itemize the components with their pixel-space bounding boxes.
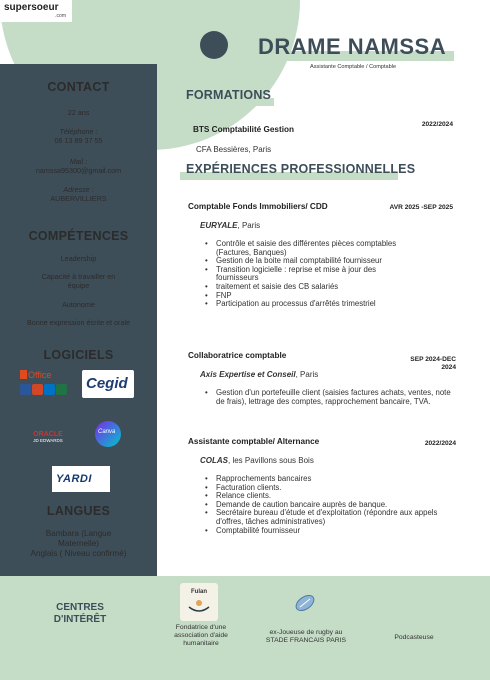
- word-icon: [20, 384, 31, 395]
- watermark-line2: .com: [55, 13, 66, 19]
- experiences-title: EXPÉRIENCES PROFESSIONNELLES: [186, 162, 416, 176]
- languages-title: LANGUES: [46, 504, 111, 518]
- decorative-dot: [200, 31, 228, 59]
- experience-date: AVR 2025 -SEP 2025: [389, 204, 453, 211]
- watermark-line1: supersoeur: [4, 2, 59, 13]
- list-item: • FNP: [202, 292, 402, 301]
- experience-title: Collaboratrice comptable: [188, 351, 287, 360]
- list-item: • Secrétaire bureau d'étude et d'exploitation (répondre aux appels d'offres, tâches administratives): [202, 509, 460, 526]
- fulan-association-logo: [180, 583, 218, 621]
- mail-label: Mail :: [69, 157, 88, 166]
- mail-value: namssa95300@gmail.com: [35, 166, 122, 175]
- job-title: Assistante Comptable / Comptable: [310, 64, 397, 70]
- interest-item: Podcasteuse: [394, 634, 434, 641]
- yardi-logo: [52, 466, 110, 492]
- cegid-logo: [82, 370, 134, 398]
- experience-company: [200, 456, 314, 465]
- list-item: • Gestion de la boite mail comptabilité fournisseur: [202, 257, 402, 266]
- company-location: , les Pavillons sous Bois: [228, 456, 314, 465]
- hands-icon: [180, 583, 218, 621]
- experience-title: Assistante comptable/ Alternance: [188, 437, 320, 446]
- list-item: • Participation au processus d'arrêtés trimestriel: [202, 300, 402, 309]
- experience-company: [200, 221, 260, 230]
- oracle-logo: [26, 431, 70, 449]
- skills-title: COMPÉTENCES: [28, 229, 129, 243]
- language-item: Anglais ( Niveau confirmé): [30, 549, 127, 558]
- experience-date: SEP 2024-DEC 2024: [410, 356, 456, 371]
- watermark-logo: [0, 0, 72, 22]
- excel-icon: [56, 384, 67, 395]
- phone-label: Téléphone :: [59, 127, 98, 136]
- list-item: • traitement et saisie des CB salariés: [202, 283, 402, 292]
- formation-school: CFA Bessières, Paris: [196, 145, 272, 154]
- company-name: Axis Expertise et Conseil: [200, 370, 296, 379]
- formation-date: 2022/2024: [421, 121, 453, 128]
- list-item: • Transition logicielle : reprise et mise à jour des fournisseurs: [202, 266, 402, 283]
- formation-title: BTS Comptabilité Gestion: [193, 125, 294, 134]
- phone-value: 06 13 89 37 55: [54, 136, 103, 145]
- cegid-label: Cegid: [86, 375, 128, 392]
- address-label: Adresse :: [63, 185, 94, 194]
- canva-logo: [95, 421, 121, 447]
- rugby-ball-icon: [293, 594, 317, 612]
- office-logo: [18, 370, 70, 406]
- canva-label: Canva: [98, 429, 116, 435]
- list-item: • Rapprochements bancaires: [202, 475, 460, 484]
- skill-item: Capacité à travailler en équipe: [41, 272, 116, 290]
- experience-bullets: [202, 389, 460, 406]
- contact-title: CONTACT: [47, 80, 110, 94]
- skill-item: Bonne expression écrite et orale: [26, 318, 131, 327]
- list-item: • Comptabilité fournisseur: [202, 527, 460, 536]
- list-item: • Contrôle et saisie des différentes pièces comptables (Factures, Banques): [202, 240, 402, 257]
- list-item: • Facturation clients.: [202, 484, 460, 493]
- company-location: , Paris: [295, 370, 319, 379]
- experience-company: [200, 370, 318, 379]
- skill-item: Autonome: [62, 300, 95, 309]
- language-item: Bambara (Langue Maternelle): [45, 529, 112, 548]
- address-value: AUBERVILLIERS: [50, 194, 107, 203]
- interest-item: Fondatrice d'une association d'aide humanitaire: [174, 624, 228, 647]
- office-square-icon: [20, 370, 27, 379]
- experience-title: Comptable Fonds Immobiliers/ CDD: [188, 202, 328, 211]
- experience-bullets: [202, 240, 402, 309]
- company-name: COLAS: [200, 456, 228, 465]
- outlook-icon: [44, 384, 55, 395]
- company-location: , Paris: [237, 221, 261, 230]
- interests-band: [0, 576, 490, 680]
- formations-title: FORMATIONS: [186, 88, 272, 102]
- fulan-logo-text: Fulan: [191, 589, 207, 595]
- office-label: Office: [28, 370, 52, 380]
- software-title: LOGICIELS: [43, 348, 114, 362]
- company-name: EURYALE: [200, 221, 238, 230]
- list-item: • Demande de caution bancaire auprès de banque.: [202, 501, 460, 510]
- contact-age: 22 ans: [67, 108, 90, 117]
- candidate-name: DRAME NAMSSA: [258, 34, 447, 59]
- skill-item: Leadership: [60, 254, 97, 263]
- interests-title: CENTRES D'INTÉRÊT: [53, 602, 107, 625]
- yardi-label: YARDI: [56, 473, 92, 485]
- powerpoint-icon: [32, 384, 43, 395]
- oracle-label: ORACLE: [33, 431, 63, 438]
- interest-item: ex-Joueuse de rugby au STADE FRANCAIS PARIS: [265, 629, 347, 644]
- experience-bullets: [202, 475, 460, 535]
- list-item: • Gestion d'un portefeuille client (saisies factures achats, ventes, note de frais), lettrage des comptes, rapprochement bancaire, TVA.: [202, 389, 460, 406]
- experience-date: 2022/2024: [424, 440, 456, 447]
- list-item: • Relance clients.: [202, 492, 460, 501]
- oracle-sub-label: JD EDWARDS: [33, 438, 63, 443]
